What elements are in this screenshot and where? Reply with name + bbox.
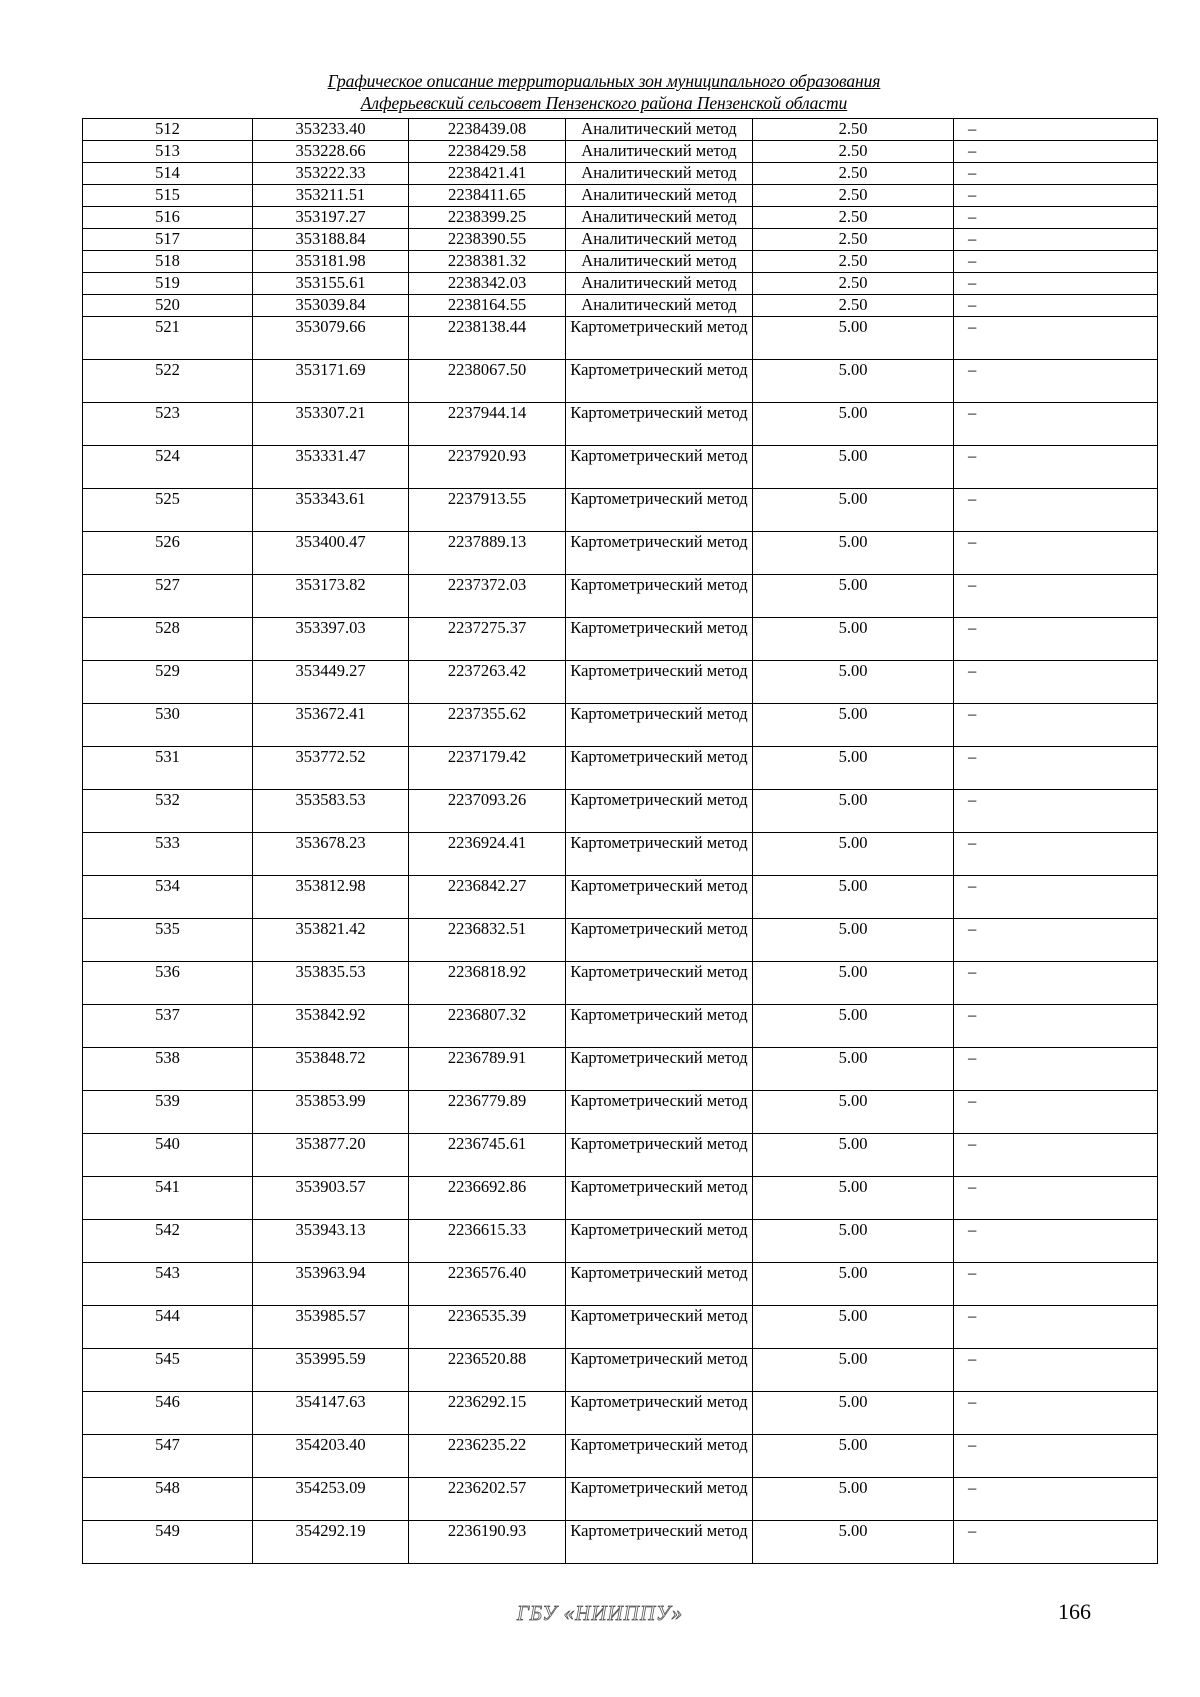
footer-organization: ГБУ «НИИППУ» xyxy=(516,1601,684,1625)
point-number-cell: 540 xyxy=(83,1134,253,1177)
y-coordinate-cell: 2237355.62 xyxy=(409,704,566,747)
accuracy-cell: 5.00 xyxy=(753,1220,954,1263)
y-coordinate-cell: 2236807.32 xyxy=(409,1005,566,1048)
method-cell: Картометрический метод xyxy=(566,919,753,962)
method-cell: Картометрический метод xyxy=(566,1177,753,1220)
table-row xyxy=(83,575,1158,618)
point-number-cell: 537 xyxy=(83,1005,253,1048)
point-number-cell: 528 xyxy=(83,618,253,661)
table-row xyxy=(83,1005,1158,1048)
x-coordinate-cell: 353995.59 xyxy=(253,1349,409,1392)
table-row xyxy=(83,403,1158,446)
x-coordinate-cell: 353943.13 xyxy=(253,1220,409,1263)
y-coordinate-cell: 2237263.42 xyxy=(409,661,566,704)
description-cell: – xyxy=(954,575,1158,618)
method-cell: Картометрический метод xyxy=(566,704,753,747)
method-cell: Картометрический метод xyxy=(566,747,753,790)
x-coordinate-cell: 353877.20 xyxy=(253,1134,409,1177)
point-number-cell: 531 xyxy=(83,747,253,790)
accuracy-cell: 5.00 xyxy=(753,575,954,618)
accuracy-cell: 5.00 xyxy=(753,1177,954,1220)
description-cell: – xyxy=(954,317,1158,360)
description-cell: – xyxy=(954,251,1158,273)
accuracy-cell: 5.00 xyxy=(753,403,954,446)
table-row xyxy=(83,661,1158,704)
description-cell: – xyxy=(954,185,1158,207)
description-cell: – xyxy=(954,360,1158,403)
description-cell: – xyxy=(954,747,1158,790)
x-coordinate-cell: 353079.66 xyxy=(253,317,409,360)
method-cell: Картометрический метод xyxy=(566,1478,753,1521)
method-cell: Аналитический метод xyxy=(566,163,753,185)
method-cell: Картометрический метод xyxy=(566,532,753,575)
x-coordinate-cell: 354253.09 xyxy=(253,1478,409,1521)
point-number-cell: 538 xyxy=(83,1048,253,1091)
table-row xyxy=(83,1435,1158,1478)
x-coordinate-cell: 354203.40 xyxy=(253,1435,409,1478)
y-coordinate-cell: 2236520.88 xyxy=(409,1349,566,1392)
coordinates-table xyxy=(82,118,1158,1564)
point-number-cell: 514 xyxy=(83,163,253,185)
description-cell: – xyxy=(954,119,1158,141)
table-row xyxy=(83,919,1158,962)
x-coordinate-cell: 353848.72 xyxy=(253,1048,409,1091)
table-row xyxy=(83,1048,1158,1091)
description-cell: – xyxy=(954,1005,1158,1048)
accuracy-cell: 5.00 xyxy=(753,1263,954,1306)
point-number-cell: 535 xyxy=(83,919,253,962)
y-coordinate-cell: 2238390.55 xyxy=(409,229,566,251)
point-number-cell: 530 xyxy=(83,704,253,747)
method-cell: Картометрический метод xyxy=(566,1349,753,1392)
point-number-cell: 532 xyxy=(83,790,253,833)
method-cell: Картометрический метод xyxy=(566,876,753,919)
accuracy-cell: 5.00 xyxy=(753,360,954,403)
table-row xyxy=(83,618,1158,661)
y-coordinate-cell: 2238342.03 xyxy=(409,273,566,295)
method-cell: Аналитический метод xyxy=(566,273,753,295)
accuracy-cell: 5.00 xyxy=(753,317,954,360)
y-coordinate-cell: 2236292.15 xyxy=(409,1392,566,1435)
x-coordinate-cell: 353583.53 xyxy=(253,790,409,833)
accuracy-cell: 5.00 xyxy=(753,1306,954,1349)
y-coordinate-cell: 2236745.61 xyxy=(409,1134,566,1177)
x-coordinate-cell: 354147.63 xyxy=(253,1392,409,1435)
method-cell: Аналитический метод xyxy=(566,251,753,273)
x-coordinate-cell: 353963.94 xyxy=(253,1263,409,1306)
point-number-cell: 542 xyxy=(83,1220,253,1263)
y-coordinate-cell: 2236832.51 xyxy=(409,919,566,962)
point-number-cell: 534 xyxy=(83,876,253,919)
description-cell: – xyxy=(954,1435,1158,1478)
description-cell: – xyxy=(954,273,1158,295)
y-coordinate-cell: 2236576.40 xyxy=(409,1263,566,1306)
description-cell: – xyxy=(954,1091,1158,1134)
page-number: 166 xyxy=(1058,1599,1091,1624)
description-cell: – xyxy=(954,833,1158,876)
x-coordinate-cell: 353835.53 xyxy=(253,962,409,1005)
y-coordinate-cell: 2236924.41 xyxy=(409,833,566,876)
description-cell: – xyxy=(954,141,1158,163)
x-coordinate-cell: 353985.57 xyxy=(253,1306,409,1349)
point-number-cell: 543 xyxy=(83,1263,253,1306)
table-row xyxy=(83,185,1158,207)
accuracy-cell: 5.00 xyxy=(753,1435,954,1478)
x-coordinate-cell: 353678.23 xyxy=(253,833,409,876)
method-cell: Картометрический метод xyxy=(566,1392,753,1435)
x-coordinate-cell: 353343.61 xyxy=(253,489,409,532)
accuracy-cell: 5.00 xyxy=(753,1091,954,1134)
y-coordinate-cell: 2237179.42 xyxy=(409,747,566,790)
accuracy-cell: 5.00 xyxy=(753,661,954,704)
table-row xyxy=(83,1220,1158,1263)
x-coordinate-cell: 353155.61 xyxy=(253,273,409,295)
x-coordinate-cell: 353812.98 xyxy=(253,876,409,919)
accuracy-cell: 2.50 xyxy=(753,163,954,185)
method-cell: Картометрический метод xyxy=(566,1048,753,1091)
method-cell: Картометрический метод xyxy=(566,1263,753,1306)
description-cell: – xyxy=(954,1306,1158,1349)
table-row xyxy=(83,1091,1158,1134)
y-coordinate-cell: 2237913.55 xyxy=(409,489,566,532)
method-cell: Картометрический метод xyxy=(566,790,753,833)
y-coordinate-cell: 2238429.58 xyxy=(409,141,566,163)
description-cell: – xyxy=(954,207,1158,229)
table-row xyxy=(83,1306,1158,1349)
description-cell: – xyxy=(954,1521,1158,1564)
point-number-cell: 526 xyxy=(83,532,253,575)
x-coordinate-cell: 353853.99 xyxy=(253,1091,409,1134)
x-coordinate-cell: 353171.69 xyxy=(253,360,409,403)
method-cell: Аналитический метод xyxy=(566,185,753,207)
x-coordinate-cell: 353188.84 xyxy=(253,229,409,251)
accuracy-cell: 5.00 xyxy=(753,1349,954,1392)
point-number-cell: 539 xyxy=(83,1091,253,1134)
accuracy-cell: 5.00 xyxy=(753,446,954,489)
accuracy-cell: 2.50 xyxy=(753,273,954,295)
table-row xyxy=(83,1392,1158,1435)
x-coordinate-cell: 353331.47 xyxy=(253,446,409,489)
x-coordinate-cell: 353449.27 xyxy=(253,661,409,704)
method-cell: Картометрический метод xyxy=(566,1521,753,1564)
y-coordinate-cell: 2237920.93 xyxy=(409,446,566,489)
point-number-cell: 524 xyxy=(83,446,253,489)
method-cell: Картометрический метод xyxy=(566,317,753,360)
y-coordinate-cell: 2238439.08 xyxy=(409,119,566,141)
table-row xyxy=(83,790,1158,833)
y-coordinate-cell: 2237093.26 xyxy=(409,790,566,833)
table-row xyxy=(83,833,1158,876)
description-cell: – xyxy=(954,1177,1158,1220)
y-coordinate-cell: 2236779.89 xyxy=(409,1091,566,1134)
table-row xyxy=(83,489,1158,532)
method-cell: Картометрический метод xyxy=(566,1220,753,1263)
y-coordinate-cell: 2237275.37 xyxy=(409,618,566,661)
description-cell: – xyxy=(954,1349,1158,1392)
table-row xyxy=(83,446,1158,489)
table-row xyxy=(83,141,1158,163)
point-number-cell: 546 xyxy=(83,1392,253,1435)
coordinates-table-body xyxy=(83,119,1158,1564)
description-cell: – xyxy=(954,163,1158,185)
x-coordinate-cell: 353672.41 xyxy=(253,704,409,747)
x-coordinate-cell: 353228.66 xyxy=(253,141,409,163)
method-cell: Картометрический метод xyxy=(566,1005,753,1048)
accuracy-cell: 5.00 xyxy=(753,1048,954,1091)
x-coordinate-cell: 353842.92 xyxy=(253,1005,409,1048)
method-cell: Картометрический метод xyxy=(566,1435,753,1478)
accuracy-cell: 5.00 xyxy=(753,790,954,833)
point-number-cell: 536 xyxy=(83,962,253,1005)
point-number-cell: 519 xyxy=(83,273,253,295)
method-cell: Картометрический метод xyxy=(566,360,753,403)
x-coordinate-cell: 353039.84 xyxy=(253,295,409,317)
point-number-cell: 512 xyxy=(83,119,253,141)
description-cell: – xyxy=(954,962,1158,1005)
method-cell: Картометрический метод xyxy=(566,661,753,704)
y-coordinate-cell: 2236235.22 xyxy=(409,1435,566,1478)
x-coordinate-cell: 353772.52 xyxy=(253,747,409,790)
point-number-cell: 520 xyxy=(83,295,253,317)
description-cell: – xyxy=(954,919,1158,962)
point-number-cell: 529 xyxy=(83,661,253,704)
table-row xyxy=(83,163,1158,185)
description-cell: – xyxy=(954,1134,1158,1177)
accuracy-cell: 2.50 xyxy=(753,207,954,229)
x-coordinate-cell: 353397.03 xyxy=(253,618,409,661)
description-cell: – xyxy=(954,489,1158,532)
point-number-cell: 547 xyxy=(83,1435,253,1478)
method-cell: Картометрический метод xyxy=(566,833,753,876)
y-coordinate-cell: 2238164.55 xyxy=(409,295,566,317)
accuracy-cell: 5.00 xyxy=(753,919,954,962)
accuracy-cell: 5.00 xyxy=(753,876,954,919)
accuracy-cell: 5.00 xyxy=(753,1392,954,1435)
method-cell: Картометрический метод xyxy=(566,1091,753,1134)
description-cell: – xyxy=(954,403,1158,446)
accuracy-cell: 2.50 xyxy=(753,251,954,273)
y-coordinate-cell: 2236535.39 xyxy=(409,1306,566,1349)
table-row xyxy=(83,119,1158,141)
x-coordinate-cell: 353903.57 xyxy=(253,1177,409,1220)
method-cell: Картометрический метод xyxy=(566,1306,753,1349)
y-coordinate-cell: 2238067.50 xyxy=(409,360,566,403)
y-coordinate-cell: 2236818.92 xyxy=(409,962,566,1005)
header-title-line2: Алферьевский сельсовет Пензенского района Пензенской области xyxy=(360,93,848,113)
point-number-cell: 523 xyxy=(83,403,253,446)
description-cell: – xyxy=(954,661,1158,704)
y-coordinate-cell: 2236692.86 xyxy=(409,1177,566,1220)
table-row xyxy=(83,273,1158,295)
table-row xyxy=(83,207,1158,229)
accuracy-cell: 2.50 xyxy=(753,295,954,317)
table-row xyxy=(83,1349,1158,1392)
point-number-cell: 522 xyxy=(83,360,253,403)
y-coordinate-cell: 2236615.33 xyxy=(409,1220,566,1263)
y-coordinate-cell: 2237944.14 xyxy=(409,403,566,446)
x-coordinate-cell: 353400.47 xyxy=(253,532,409,575)
description-cell: – xyxy=(954,618,1158,661)
table-row xyxy=(83,360,1158,403)
point-number-cell: 527 xyxy=(83,575,253,618)
description-cell: – xyxy=(954,229,1158,251)
method-cell: Картометрический метод xyxy=(566,446,753,489)
point-number-cell: 513 xyxy=(83,141,253,163)
method-cell: Картометрический метод xyxy=(566,962,753,1005)
table-row xyxy=(83,295,1158,317)
header-title-line1: Графическое описание территориальных зон муниципального образования xyxy=(327,71,881,91)
x-coordinate-cell: 353307.21 xyxy=(253,403,409,446)
y-coordinate-cell: 2238138.44 xyxy=(409,317,566,360)
x-coordinate-cell: 354292.19 xyxy=(253,1521,409,1564)
table-row xyxy=(83,1134,1158,1177)
description-cell: – xyxy=(954,295,1158,317)
accuracy-cell: 5.00 xyxy=(753,1521,954,1564)
y-coordinate-cell: 2238381.32 xyxy=(409,251,566,273)
table-row xyxy=(83,962,1158,1005)
x-coordinate-cell: 353222.33 xyxy=(253,163,409,185)
table-row xyxy=(83,747,1158,790)
accuracy-cell: 2.50 xyxy=(753,141,954,163)
table-row xyxy=(83,317,1158,360)
point-number-cell: 521 xyxy=(83,317,253,360)
x-coordinate-cell: 353197.27 xyxy=(253,207,409,229)
table-row xyxy=(83,251,1158,273)
document-header xyxy=(0,70,1200,114)
method-cell: Картометрический метод xyxy=(566,1134,753,1177)
point-number-cell: 533 xyxy=(83,833,253,876)
y-coordinate-cell: 2236842.27 xyxy=(409,876,566,919)
method-cell: Аналитический метод xyxy=(566,141,753,163)
table-row xyxy=(83,876,1158,919)
table-row xyxy=(83,1478,1158,1521)
description-cell: – xyxy=(954,1478,1158,1521)
accuracy-cell: 5.00 xyxy=(753,532,954,575)
method-cell: Картометрический метод xyxy=(566,575,753,618)
description-cell: – xyxy=(954,1048,1158,1091)
point-number-cell: 545 xyxy=(83,1349,253,1392)
accuracy-cell: 5.00 xyxy=(753,618,954,661)
point-number-cell: 517 xyxy=(83,229,253,251)
x-coordinate-cell: 353173.82 xyxy=(253,575,409,618)
method-cell: Аналитический метод xyxy=(566,119,753,141)
point-number-cell: 548 xyxy=(83,1478,253,1521)
description-cell: – xyxy=(954,1392,1158,1435)
y-coordinate-cell: 2236789.91 xyxy=(409,1048,566,1091)
x-coordinate-cell: 353233.40 xyxy=(253,119,409,141)
description-cell: – xyxy=(954,790,1158,833)
y-coordinate-cell: 2238421.41 xyxy=(409,163,566,185)
table-row xyxy=(83,1263,1158,1306)
point-number-cell: 515 xyxy=(83,185,253,207)
accuracy-cell: 2.50 xyxy=(753,185,954,207)
point-number-cell: 541 xyxy=(83,1177,253,1220)
accuracy-cell: 5.00 xyxy=(753,1005,954,1048)
method-cell: Картометрический метод xyxy=(566,489,753,532)
y-coordinate-cell: 2238399.25 xyxy=(409,207,566,229)
y-coordinate-cell: 2236202.57 xyxy=(409,1478,566,1521)
method-cell: Аналитический метод xyxy=(566,229,753,251)
table-row xyxy=(83,532,1158,575)
point-number-cell: 549 xyxy=(83,1521,253,1564)
point-number-cell: 516 xyxy=(83,207,253,229)
method-cell: Аналитический метод xyxy=(566,295,753,317)
y-coordinate-cell: 2238411.65 xyxy=(409,185,566,207)
y-coordinate-cell: 2237372.03 xyxy=(409,575,566,618)
table-row xyxy=(83,704,1158,747)
y-coordinate-cell: 2237889.13 xyxy=(409,532,566,575)
accuracy-cell: 5.00 xyxy=(753,704,954,747)
table-row xyxy=(83,1521,1158,1564)
y-coordinate-cell: 2236190.93 xyxy=(409,1521,566,1564)
accuracy-cell: 5.00 xyxy=(753,1478,954,1521)
accuracy-cell: 5.00 xyxy=(753,489,954,532)
accuracy-cell: 2.50 xyxy=(753,119,954,141)
accuracy-cell: 5.00 xyxy=(753,833,954,876)
description-cell: – xyxy=(954,532,1158,575)
description-cell: – xyxy=(954,1263,1158,1306)
x-coordinate-cell: 353181.98 xyxy=(253,251,409,273)
x-coordinate-cell: 353821.42 xyxy=(253,919,409,962)
description-cell: – xyxy=(954,704,1158,747)
table-row xyxy=(83,229,1158,251)
accuracy-cell: 5.00 xyxy=(753,1134,954,1177)
accuracy-cell: 5.00 xyxy=(753,747,954,790)
point-number-cell: 525 xyxy=(83,489,253,532)
point-number-cell: 544 xyxy=(83,1306,253,1349)
description-cell: – xyxy=(954,1220,1158,1263)
method-cell: Аналитический метод xyxy=(566,207,753,229)
accuracy-cell: 5.00 xyxy=(753,962,954,1005)
description-cell: – xyxy=(954,446,1158,489)
method-cell: Картометрический метод xyxy=(566,403,753,446)
point-number-cell: 518 xyxy=(83,251,253,273)
table-row xyxy=(83,1177,1158,1220)
description-cell: – xyxy=(954,876,1158,919)
accuracy-cell: 2.50 xyxy=(753,229,954,251)
x-coordinate-cell: 353211.51 xyxy=(253,185,409,207)
method-cell: Картометрический метод xyxy=(566,618,753,661)
